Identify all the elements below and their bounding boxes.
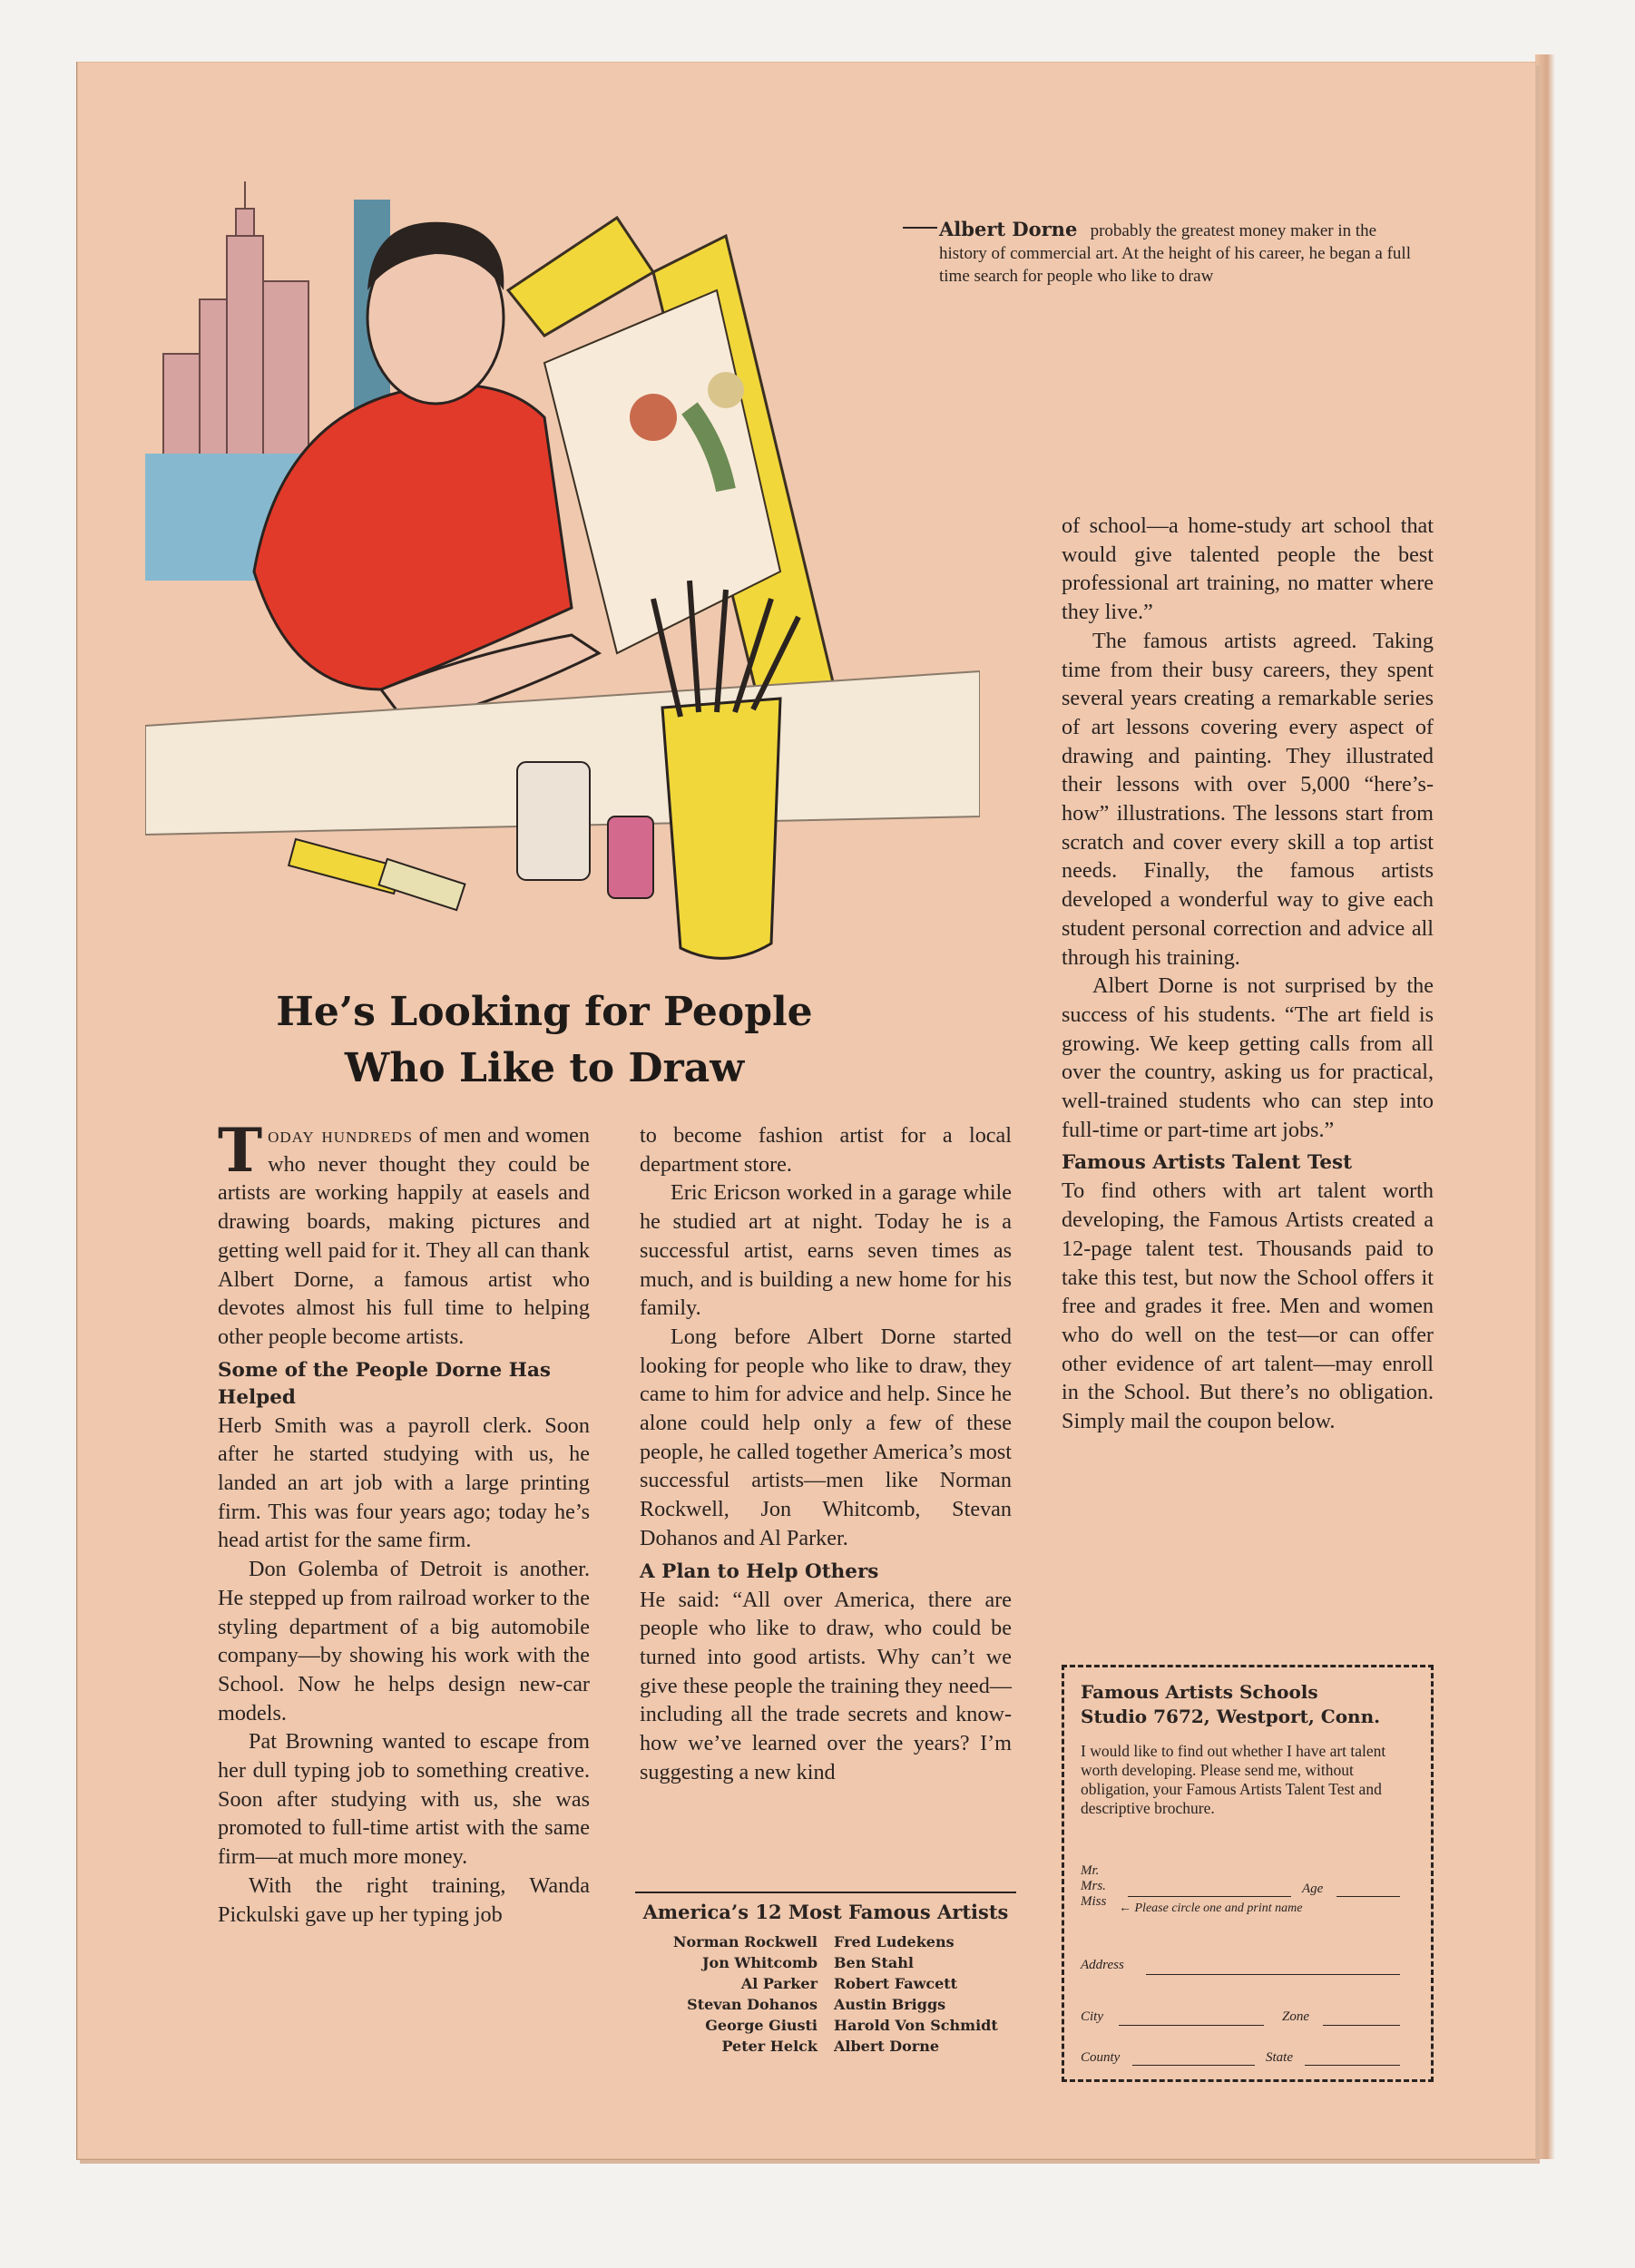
- artist-name: Albert Dorne: [834, 2038, 940, 2055]
- artists-grid: [635, 1931, 1016, 2057]
- paragraph: To find others with art talent worth developing, the Famous Artists created a 12-page talent test. Thousands paid to take this test, but now the School offers it free and grades it free. Men and women who do well on the test—or can offer other evidence of art talent—may enroll in the School. But there’s no obligation. Simply mail the coupon below.: [1062, 1178, 1434, 1434]
- artist-name: Al Parker: [740, 1975, 818, 1992]
- headline: [245, 984, 844, 1097]
- paragraph: Don Golemba of Detroit is another. He stepped up from railroad worker to the styling department of a big automobile company—by showing his work with the School. Now he helps design new-car models.: [218, 1557, 590, 1725]
- artists-list-title: America’s 12 Most Famous Artists: [642, 1901, 1009, 1923]
- artist-name: Peter Helck: [721, 2038, 818, 2055]
- artist-name: Austin Briggs: [834, 1996, 946, 2013]
- zone-field[interactable]: [1323, 2025, 1400, 2026]
- headline-line-1: He’s Looking for People: [276, 989, 813, 1035]
- paragraph: Albert Dorne is not surprised by the success of his students. “The art field is growing. We keep getting calls from all over the country, asking us for practical, well-trained students who can step into full-time or part-time art jobs.”: [1062, 973, 1434, 1142]
- county-field[interactable]: [1132, 2065, 1255, 2066]
- coupon-school-name: Famous Artists Schools: [1081, 1681, 1318, 1703]
- state-field[interactable]: [1305, 2065, 1400, 2066]
- artist-name: Fred Ludekens: [834, 1933, 955, 1950]
- article-column-3: [1062, 512, 1434, 1436]
- paragraph: of school—a home-study art school that would give talented people the best professional art training, no matter where they live.”: [1062, 513, 1434, 625]
- title-mrs[interactable]: Mrs.: [1081, 1879, 1106, 1893]
- intro-paragraph: [218, 1115, 591, 1352]
- mail-in-coupon[interactable]: [1062, 1665, 1434, 2082]
- artist-name: Norman Rockwell: [672, 1933, 818, 1950]
- artist-name: Jon Whitcomb: [701, 1954, 818, 1971]
- article-column-1: [218, 1115, 591, 1929]
- paragraph: to become fashion artist for a local department store.: [640, 1123, 1012, 1177]
- paragraph: Eric Ericson worked in a garage while he studied art at night. Today he is a successful artist, earns seven times as much, and is building a new home for his family.: [640, 1180, 1012, 1321]
- page-edge: [1535, 54, 1555, 2159]
- coupon-request-text: I would like to find out whether I have art talent worth developing. Please send me, without obligation, your Famous Artists Talent Test and descriptive brochure.: [1081, 1742, 1386, 1817]
- subhead-talent-test: Famous Artists Talent Test: [1062, 1151, 1353, 1175]
- illustration-caption: [939, 218, 1411, 288]
- state-label: State: [1266, 2050, 1293, 2065]
- artist-name: Ben Stahl: [834, 1954, 914, 1971]
- title-miss[interactable]: Miss: [1081, 1894, 1107, 1909]
- article-column-2: [640, 1121, 1012, 1786]
- city-field[interactable]: [1119, 2025, 1264, 2026]
- subhead-people-helped: Some of the People Dorne Has Helped: [218, 1358, 552, 1409]
- name-hint: ← Please circle one and print name: [1119, 1901, 1303, 1915]
- artist-illustration: [145, 181, 980, 980]
- subhead-plan: A Plan to Help Others: [640, 1559, 879, 1583]
- paragraph: The famous artists agreed. Taking time from their busy careers, they spent several years creating a remarkable series of art lessons covering every aspect of drawing and painting. They illustrated their lessons with over 5,000 “here’s-how” illustrations. The lessons start from scratch and cover every skill a top artist needs. Finally, the famous artists developed a wonderful way to give each student personal correction and advice all through his training.: [1062, 628, 1434, 970]
- age-field[interactable]: [1336, 1896, 1400, 1897]
- artist-name: George Giusti: [705, 2017, 818, 2034]
- artist-name: Harold Von Schmidt: [834, 2017, 998, 2034]
- intro-text: of men and women who never thought they could be artists are working happily at easels and drawing boards, making pictures and getting well paid for it. They all can thank Albert Dorne, a famous artist who devotes almost his full time to helping other people become artists.: [218, 1123, 591, 1349]
- name-hint-text: Please circle one and print name: [1134, 1901, 1303, 1915]
- title-options[interactable]: [1081, 1863, 1106, 1910]
- age-label: Age: [1302, 1882, 1324, 1896]
- name-field[interactable]: [1128, 1896, 1291, 1897]
- zone-label: Zone: [1282, 2009, 1309, 2024]
- headline-line-2: Who Like to Draw: [344, 1045, 745, 1091]
- caption-text: probably the greatest money maker in the history of commercial art. At the height of his career, he began a full time search for people who like to draw: [939, 221, 1411, 286]
- address-field[interactable]: [1146, 1974, 1400, 1975]
- drop-cap: T: [218, 1115, 263, 1186]
- paragraph: Pat Browning wanted to escape from her dull typing job to something creative. Soon after studying with us, she was promoted to full-time artist with the same firm—at much more money.: [218, 1729, 590, 1870]
- paragraph: He said: “All over America, there are people who like to draw, who could be turned into good artists. Why can’t we give these people the training they need—including all the trade secrets and know-how we’ve learned over the years? I’m suggesting a new kind: [640, 1587, 1012, 1784]
- artist-name: Robert Fawcett: [834, 1975, 958, 1992]
- address-label: Address: [1081, 1958, 1124, 1972]
- paragraph: With the right training, Wanda Pickulski gave up her typing job: [218, 1872, 590, 1927]
- paragraph: Long before Albert Dorne started looking for people who like to draw, they came to him for advice and help. Since he alone could help only a few of these people, he called together America’s most successful artists—men like Norman Rockwell, Jon Whitcomb, Stevan Dohanos and Al Parker.: [640, 1324, 1012, 1550]
- title-mr[interactable]: Mr.: [1081, 1863, 1100, 1878]
- paragraph: Herb Smith was a payroll clerk. Soon after he started studying with us, he landed an art job with a large printing firm. This was four years ago; today he’s head artist for the same firm.: [218, 1413, 590, 1553]
- caption-pointer: [903, 227, 937, 229]
- coupon-studio-address: Studio 7672, Westport, Conn.: [1081, 1706, 1381, 1727]
- county-label: County: [1081, 2050, 1121, 2065]
- caption-name: Albert Dorne: [939, 218, 1078, 240]
- intro-smallcaps: oday hundreds: [268, 1123, 414, 1148]
- famous-artists-list: [635, 1892, 1016, 2057]
- artist-name: Stevan Dohanos: [687, 1996, 818, 2013]
- city-label: City: [1081, 2009, 1103, 2024]
